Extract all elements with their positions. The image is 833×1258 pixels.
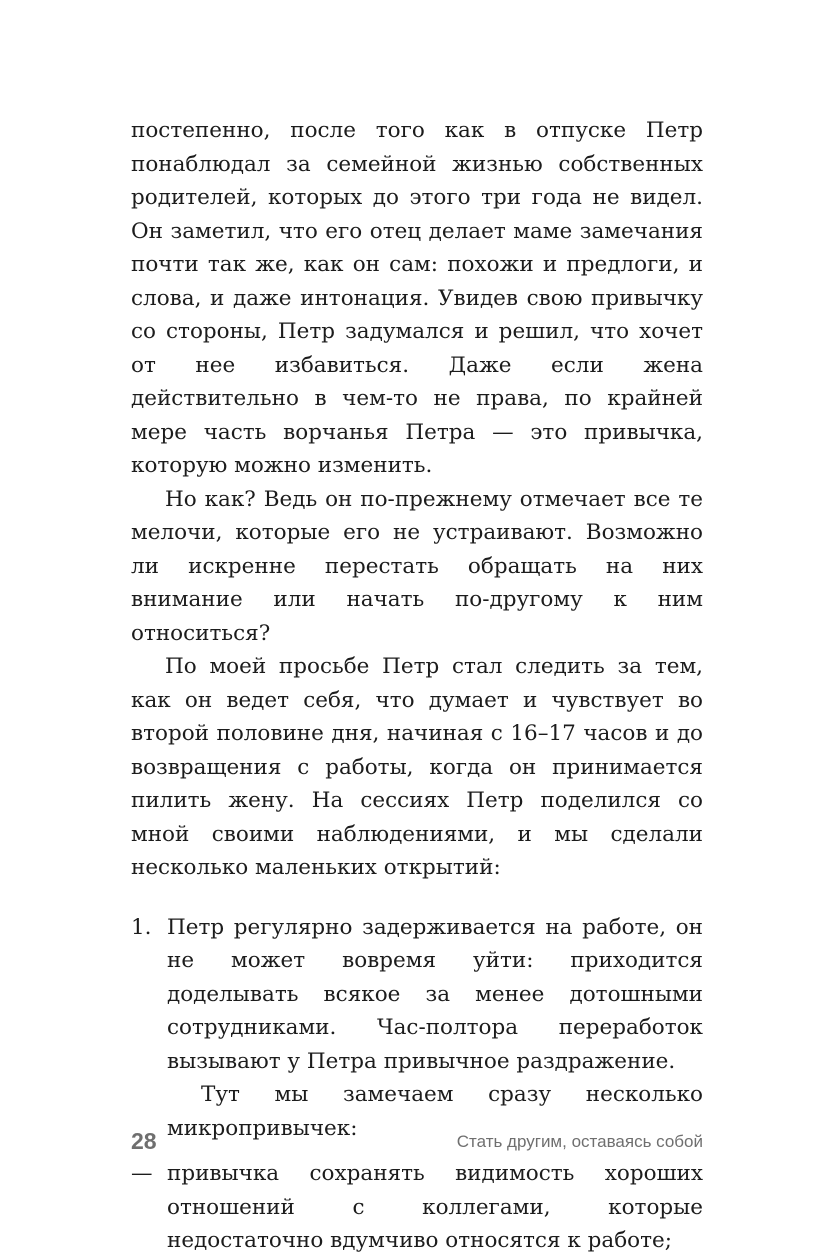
list-item [131, 911, 703, 1146]
page-number: 28 [131, 1128, 157, 1154]
dash-mark: — [131, 1161, 153, 1186]
list-item-text: Петр регулярно задерживается на работе, он не может вовремя уйти: приходится доделывать всякое за менее дотошными сотрудниками. Час-полтора переработок вызывают у Петра привычное раздражение. [167, 914, 703, 1074]
list-item-number: 1. [131, 914, 152, 940]
numbered-list [131, 911, 703, 1146]
running-title: Стать другим, оставаясь собой [456, 1132, 703, 1151]
paragraph-2: Но как? Ведь он по-прежнему отмечает все те мелочи, которые его не устраивают. Возможно ли искренне перестать обращать на них внимание или начать по-другому к ним относиться? [131, 486, 703, 646]
paragraph-3: По моей просьбе Петр стал следить за тем, как он ведет себя, что думает и чувствует во второй половине дня, начиная с 16–17 часов и до возвращения с работы, когда он принимается пилить жену. На сессиях Петр поделился со мной своими наблюдениями, и мы сделали несколько маленьких открытий: [131, 654, 703, 880]
list-item-subtext: Тут мы замечаем сразу несколько микропривычек: [167, 1082, 703, 1141]
page-body [131, 114, 703, 1258]
paragraph-1: постепенно, после того как в отпуске Петр понаблюдал за семейной жизнью собственных родителей, которых до этого три года не видел. Он заметил, что его отец делает маме замечания почти так же, как он сам: похожи и предлоги, и слова, и даже интонация. Увидев свою привычку со стороны, Петр задумался и решил, что хочет от нее избавиться. Даже если жена действительно в чем-то не права, по крайней мере часть ворчанья Петра — это привычка, которую можно изменить. [131, 118, 703, 478]
dash-list-item [131, 1157, 703, 1258]
dash-item-text: привычка сохранять видимость хороших отношений с коллегами, которые недостаточно вдумчиво относятся к работе; [167, 1161, 703, 1253]
